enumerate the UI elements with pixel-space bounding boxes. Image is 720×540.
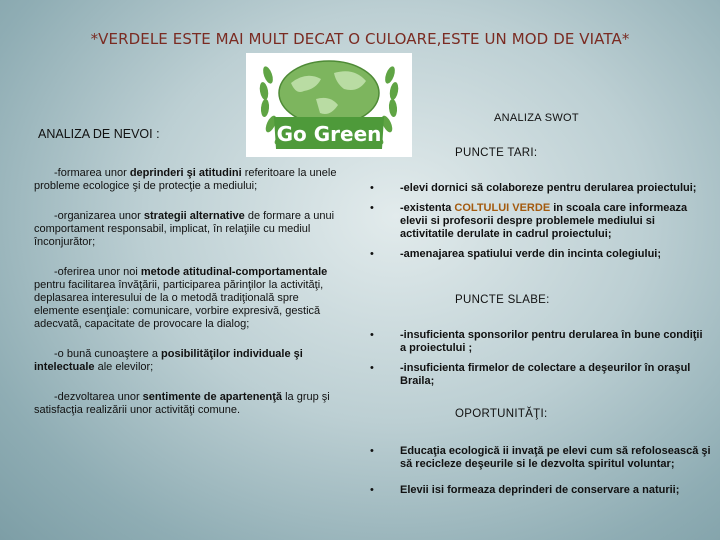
strength-item: • -existenta COLTULUI VERDE in scoala care informeaza elevii si profesorii despre problemele mediului si activitatile derulate in cadrul proiectului; xyxy=(370,202,688,240)
needs-analysis-heading: ANALIZA DE NEVOI : xyxy=(38,127,160,141)
strength-item: • -amenajarea spatiului verde din incinta colegiului; xyxy=(370,248,662,260)
opportunity-item: • Elevii isi formeaza deprinderi de conservare a naturii; xyxy=(370,484,680,496)
weaknesses-list xyxy=(366,329,711,395)
needs-item: -organizarea unor strategii alternative de formare a unui comportament responsabil, implicat, în relaţiile cu mediul înconjurător; xyxy=(34,210,335,248)
needs-item: -dezvoltarea unor sentimente de apartenenţă la grup şi satisfacţia realizării unor activităţi comune. xyxy=(34,391,330,416)
weaknesses-heading: PUNCTE SLABE: xyxy=(455,294,550,306)
weakness-item: • -insuficienta firmelor de colectare a deşeurilor în oraşul Braila; xyxy=(370,362,691,387)
needs-list xyxy=(34,167,344,434)
opportunity-item: • Educaţia ecologică ii invaţă pe elevi cum să refolosească şi să recicleze deşeurile si le dezvolta spiritul voluntar; xyxy=(370,445,711,470)
logo-text: Go Green xyxy=(276,122,382,146)
go-green-emblem-icon xyxy=(246,53,412,157)
weakness-item: • -insuficienta sponsorilor pentru derularea în bune condiţii a proiectului ; xyxy=(370,329,703,354)
strength-item: • -elevi dornici să colaboreze pentru derularea proiectului; xyxy=(370,182,697,194)
swot-heading: ANALIZA SWOT xyxy=(494,112,579,124)
strengths-heading: PUNCTE TARI: xyxy=(455,147,538,159)
needs-item: -oferirea unor noi metode atitudinal-comportamentale pentru facilitarea învăţării, participarea părinţilor la activităţi, deplasarea interesului de la o metodă tradiţională spre elemente esenţiale: comunicare, vorbire expresivă, gestică adecvată, capacitate de provocare la dialog; xyxy=(34,266,328,330)
opportunities-list xyxy=(366,445,711,510)
page-title: *VERDELE ESTE MAI MULT DECAT O CULOARE,ESTE UN MOD DE VIATA* xyxy=(90,30,630,48)
strengths-list xyxy=(366,182,711,268)
go-green-logo xyxy=(246,53,412,157)
needs-item: -o bună cunoaştere a posibilităţilor individuale şi intelectuale ale elevilor; xyxy=(34,348,303,373)
needs-item: -formarea unor deprinderi şi atitudini referitoare la unele probleme ecologice şi de protecţie a mediului; xyxy=(34,167,337,192)
opportunities-heading: OPORTUNITĂŢI: xyxy=(455,408,548,420)
